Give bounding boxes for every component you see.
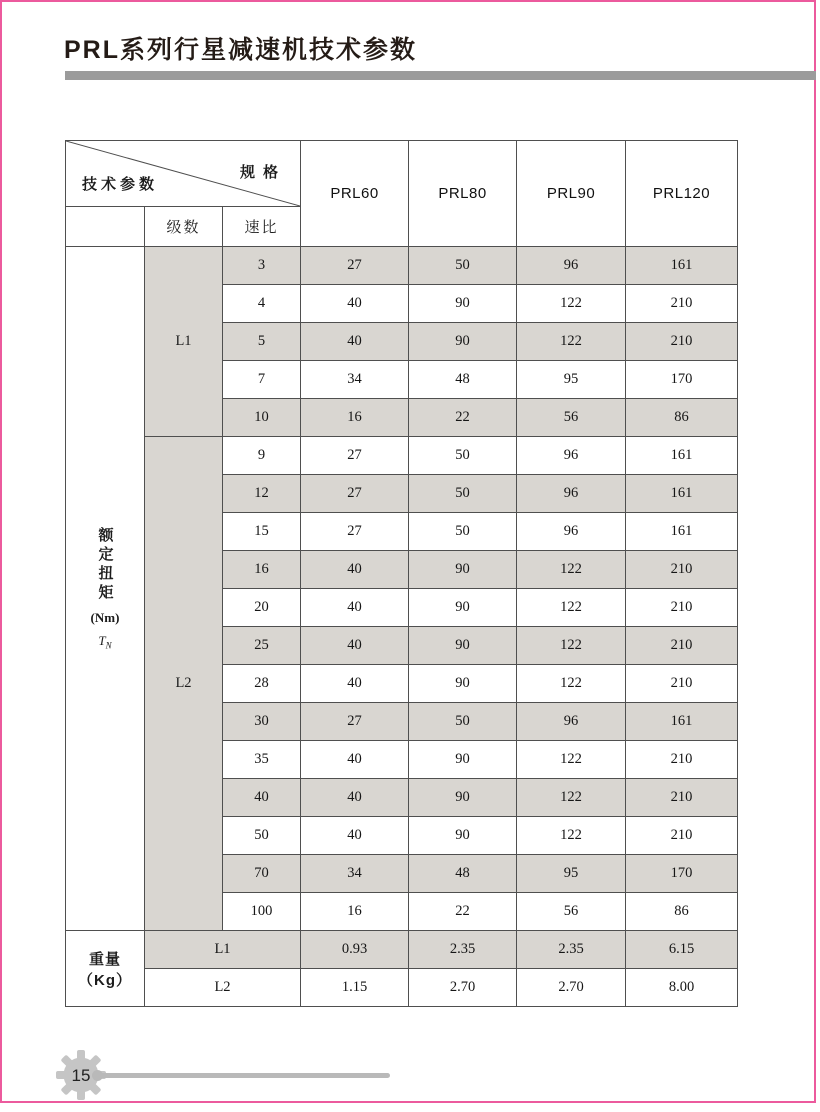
torque-value-cell: 40 (301, 323, 409, 361)
torque-value-cell: 210 (626, 665, 738, 703)
weight-value-cell: 0.93 (301, 931, 409, 969)
torque-value-cell: 40 (301, 551, 409, 589)
torque-value-cell: 50 (409, 437, 517, 475)
torque-value-cell: 210 (626, 589, 738, 627)
torque-value-cell: 34 (301, 855, 409, 893)
torque-value-cell: 34 (301, 361, 409, 399)
empty-corner-cell (66, 207, 145, 247)
torque-value-cell: 96 (517, 247, 626, 285)
weight-stage-cell: L2 (145, 969, 301, 1007)
torque-value-cell: 122 (517, 665, 626, 703)
torque-value-cell: 16 (301, 399, 409, 437)
torque-value-cell: 90 (409, 627, 517, 665)
torque-value-cell: 40 (301, 817, 409, 855)
weight-value-cell: 2.35 (517, 931, 626, 969)
ratio-cell: 4 (223, 285, 301, 323)
torque-value-cell: 27 (301, 513, 409, 551)
torque-value-cell: 22 (409, 893, 517, 931)
ratio-cell: 25 (223, 627, 301, 665)
torque-label-cell (66, 247, 145, 931)
ratio-cell: 100 (223, 893, 301, 931)
torque-value-cell: 96 (517, 703, 626, 741)
torque-value-cell: 161 (626, 437, 738, 475)
weight-value-cell: 2.35 (409, 931, 517, 969)
torque-value-cell: 56 (517, 893, 626, 931)
torque-value-cell: 27 (301, 475, 409, 513)
torque-value-cell: 90 (409, 551, 517, 589)
torque-value-cell: 27 (301, 437, 409, 475)
weight-value-cell: 6.15 (626, 931, 738, 969)
corner-params-label: 技术参数 (82, 176, 159, 193)
torque-value-cell: 90 (409, 665, 517, 703)
weight-value-cell: 8.00 (626, 969, 738, 1007)
ratio-header: 速比 (223, 207, 301, 247)
torque-value-cell: 50 (409, 247, 517, 285)
footer-rule-line (100, 1073, 390, 1078)
torque-value-cell: 40 (301, 285, 409, 323)
torque-value-cell: 40 (301, 741, 409, 779)
ratio-cell: 16 (223, 551, 301, 589)
torque-value-cell: 161 (626, 513, 738, 551)
stage-label-cell: L1 (145, 247, 223, 437)
torque-value-cell: 122 (517, 589, 626, 627)
column-header-prl120: PRL120 (626, 141, 738, 247)
torque-symbol (98, 633, 111, 651)
torque-value-cell: 95 (517, 855, 626, 893)
column-header-prl90: PRL90 (517, 141, 626, 247)
torque-value-cell: 90 (409, 817, 517, 855)
weight-label-cell: 重量（Kg） (66, 931, 145, 1007)
torque-value-cell: 210 (626, 551, 738, 589)
torque-value-cell: 210 (626, 627, 738, 665)
torque-value-cell: 122 (517, 551, 626, 589)
torque-value-cell: 90 (409, 741, 517, 779)
torque-value-cell: 90 (409, 285, 517, 323)
torque-value-cell: 122 (517, 779, 626, 817)
torque-value-cell: 48 (409, 361, 517, 399)
title-underline-bar (65, 71, 816, 80)
torque-value-cell: 122 (517, 285, 626, 323)
stage-label-cell: L2 (145, 437, 223, 931)
torque-value-cell: 90 (409, 589, 517, 627)
spec-row (66, 437, 738, 475)
stage-header: 级数 (145, 207, 223, 247)
torque-value-cell: 170 (626, 361, 738, 399)
corner-spec-label: 规格 (240, 164, 287, 181)
torque-value-cell: 50 (409, 703, 517, 741)
spec-table (65, 140, 738, 1007)
torque-value-cell: 40 (301, 589, 409, 627)
ratio-cell: 5 (223, 323, 301, 361)
torque-value-cell: 161 (626, 247, 738, 285)
torque-value-cell: 96 (517, 475, 626, 513)
torque-value-cell: 50 (409, 513, 517, 551)
ratio-cell: 3 (223, 247, 301, 285)
torque-value-cell: 86 (626, 399, 738, 437)
ratio-cell: 35 (223, 741, 301, 779)
torque-symbol-t: T (98, 632, 106, 648)
torque-value-cell: 161 (626, 475, 738, 513)
torque-label-text: 额定扭矩 (96, 526, 114, 603)
weight-row (66, 969, 738, 1007)
spec-row (66, 247, 738, 285)
torque-axis-label (66, 527, 144, 651)
torque-value-cell: 96 (517, 437, 626, 475)
torque-value-cell: 210 (626, 817, 738, 855)
torque-value-cell: 48 (409, 855, 517, 893)
torque-value-cell: 170 (626, 855, 738, 893)
column-header-prl80: PRL80 (409, 141, 517, 247)
torque-value-cell: 161 (626, 703, 738, 741)
ratio-cell: 12 (223, 475, 301, 513)
torque-value-cell: 96 (517, 513, 626, 551)
torque-value-cell: 27 (301, 703, 409, 741)
torque-value-cell: 27 (301, 247, 409, 285)
ratio-cell: 9 (223, 437, 301, 475)
torque-value-cell: 122 (517, 323, 626, 361)
torque-value-cell: 40 (301, 665, 409, 703)
torque-value-cell: 50 (409, 475, 517, 513)
header-row-1 (66, 141, 738, 207)
page-title: PRL系列行星减速机技术参数 (64, 36, 418, 64)
ratio-cell: 40 (223, 779, 301, 817)
column-header-prl60: PRL60 (301, 141, 409, 247)
weight-value-cell: 2.70 (409, 969, 517, 1007)
weight-value-cell: 2.70 (517, 969, 626, 1007)
ratio-cell: 28 (223, 665, 301, 703)
ratio-cell: 10 (223, 399, 301, 437)
weight-row (66, 931, 738, 969)
torque-unit-text: (Nm) (90, 609, 120, 625)
torque-value-cell: 90 (409, 323, 517, 361)
torque-value-cell: 210 (626, 741, 738, 779)
corner-cell (66, 141, 301, 207)
ratio-cell: 15 (223, 513, 301, 551)
ratio-cell: 7 (223, 361, 301, 399)
torque-value-cell: 210 (626, 323, 738, 361)
torque-value-cell: 56 (517, 399, 626, 437)
ratio-cell: 50 (223, 817, 301, 855)
torque-value-cell: 86 (626, 893, 738, 931)
weight-stage-cell: L1 (145, 931, 301, 969)
ratio-cell: 70 (223, 855, 301, 893)
torque-value-cell: 122 (517, 741, 626, 779)
torque-value-cell: 122 (517, 817, 626, 855)
torque-symbol-sub: N (105, 640, 112, 651)
weight-value-cell: 1.15 (301, 969, 409, 1007)
ratio-cell: 30 (223, 703, 301, 741)
torque-value-cell: 210 (626, 285, 738, 323)
torque-value-cell: 90 (409, 779, 517, 817)
torque-value-cell: 95 (517, 361, 626, 399)
torque-value-cell: 22 (409, 399, 517, 437)
torque-value-cell: 40 (301, 779, 409, 817)
torque-value-cell: 16 (301, 893, 409, 931)
page-number: 15 (71, 1066, 91, 1085)
torque-value-cell: 40 (301, 627, 409, 665)
torque-value-cell: 122 (517, 627, 626, 665)
torque-value-cell: 210 (626, 779, 738, 817)
ratio-cell: 20 (223, 589, 301, 627)
